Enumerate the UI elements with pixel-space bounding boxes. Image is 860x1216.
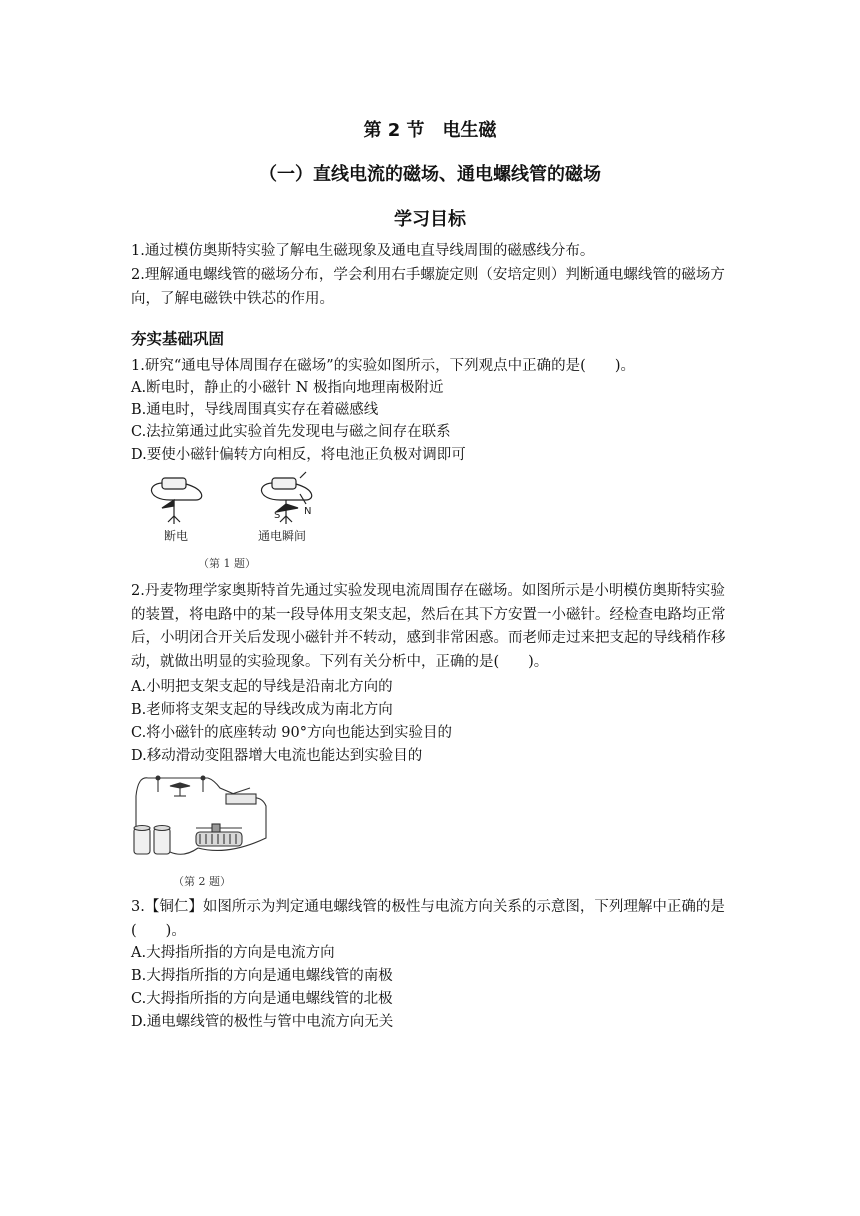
question-1-option-a: A.断电时，静止的小磁针 N 极指向地理南极附近 <box>131 380 444 396</box>
pole-label-s: S <box>274 510 281 521</box>
question-2-figure <box>128 766 273 866</box>
pole-label-n: N <box>304 506 312 517</box>
figure-label-on: 通电瞬间 <box>258 529 307 543</box>
question-1-option-b: B.通电时，导线周围真实存在着磁感线 <box>131 402 379 418</box>
question-2-option-a: A.小明把支架支起的导线是沿南北方向的 <box>131 679 393 695</box>
question-3-option-d: D.通电螺线管的极性与管中电流方向无关 <box>131 1014 394 1030</box>
goal-item: 1.通过模仿奥斯特实验了解电生磁现象及通电直导线周围的磁感线分布。 <box>131 243 595 259</box>
goal-item: 2.理解通电螺线管的磁场分布，学会利用右手螺旋定则（安培定则）判断通电螺线管的磁场方向，了解电磁铁中铁芯的作用。 <box>131 267 725 307</box>
question-1-caption: （第 1 题） <box>198 557 256 570</box>
question-2-option-b: B.老师将支架支起的导线改成为南北方向 <box>131 702 393 718</box>
figure-label-off: 断电 <box>164 529 189 543</box>
question-3-option-a: A.大拇指所指的方向是电流方向 <box>131 945 335 961</box>
section-title: 第 2 节 电生磁 <box>363 120 497 141</box>
question-2-option-d: D.移动滑动变阻器增大电流也能达到实验目的 <box>131 748 423 764</box>
question-1-stem: 1.研究“通电导体周围存在磁场”的实验如图所示，下列观点中正确的是( )。 <box>131 358 635 374</box>
question-1-option-c: C.法拉第通过此实验首先发现电与磁之间存在联系 <box>131 424 451 440</box>
question-1-figure <box>140 470 330 545</box>
basics-heading: 夯实基础巩固 <box>131 330 225 348</box>
goals-heading: 学习目标 <box>394 209 466 230</box>
question-3-stem: 3.【铜仁】如图所示为判定通电螺线管的极性与电流方向关系的示意图，下列理解中正确的是( )。 <box>131 899 725 939</box>
question-1-option-d: D.要使小磁针偏转方向相反，将电池正负极对调即可 <box>131 447 466 463</box>
question-2-option-c: C.将小磁针的底座转动 90°方向也能达到实验目的 <box>131 725 452 741</box>
subtitle: （一）直线电流的磁场、通电螺线管的磁场 <box>259 164 601 185</box>
question-2-caption: （第 2 题） <box>173 875 231 888</box>
battery-off <box>152 478 202 524</box>
question-3-option-c: C.大拇指所指的方向是通电螺线管的北极 <box>131 991 393 1007</box>
question-2-stem: 2.丹麦物理学家奥斯特首先通过实验发现电流周围存在磁场。如图所示是小明模仿奥斯特实验的装置，将电路中的某一段导体用支架支起，然后在其下方安置一小磁针。经检查电路均正常后，小明闭合开关后发现小磁针并不转动，感到非常困惑。而老师走过来把支起的导线稍作移动，就做出明显的实验现象。下列有关分析中，正确的是( )。 <box>131 583 726 670</box>
question-3-option-b: B.大拇指所指的方向是通电螺线管的南极 <box>131 968 393 984</box>
